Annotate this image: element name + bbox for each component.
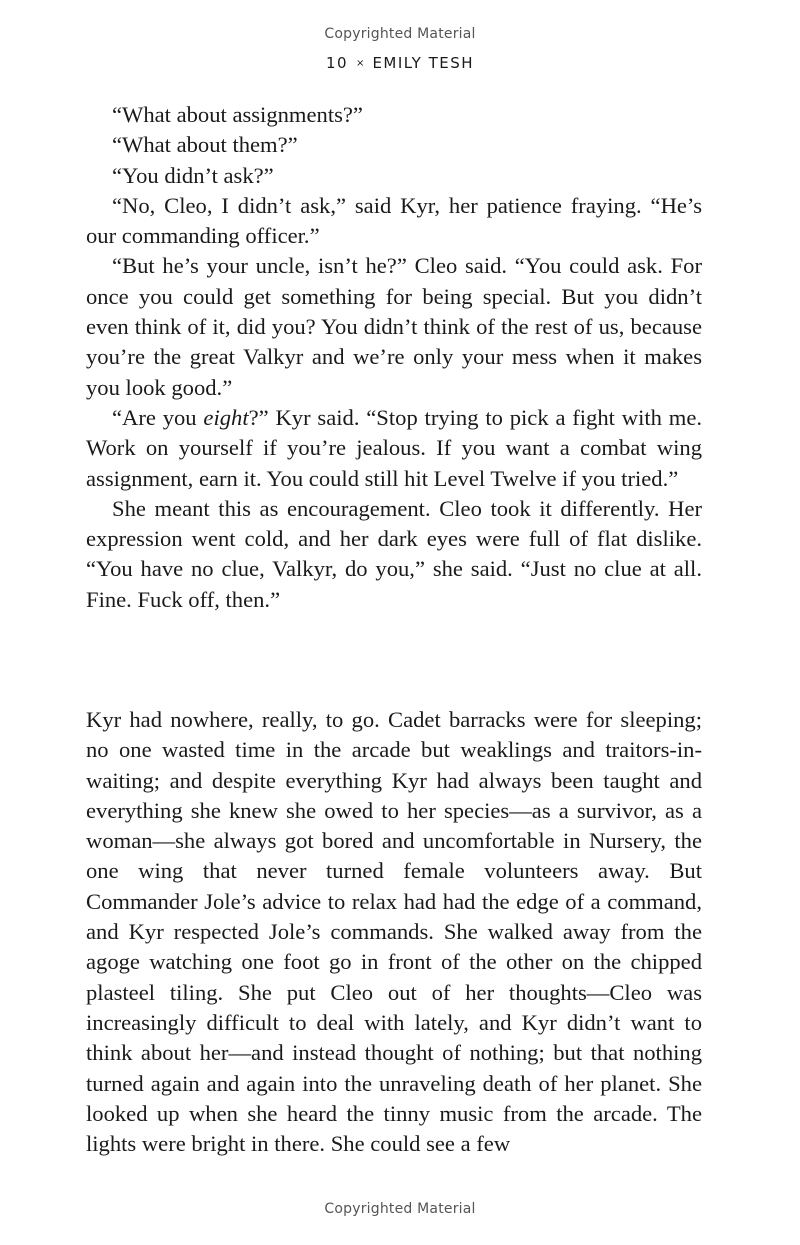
paragraph-4: “No, Cleo, I didn’t ask,” said Kyr, her patience fraying. “He’s our commanding officer.” (86, 192, 702, 249)
page-number: 10 (325, 54, 349, 72)
paragraph-5: “But he’s your uncle, isn’t he?” Cleo said. “You could ask. For once you could get something for being special. But you didn’t even think of it, did you? You didn’t think of the rest of us, because you’re the great Valkyr and we’re only your mess when it makes you look good.” (86, 253, 702, 400)
paragraph-7: She meant this as encouragement. Cleo took it differently. Her expression went cold, and her dark eyes were full of flat dislike. “You have no clue, Valkyr, do you,” she said. “Just no clue at all. Fine. Fuck off, then.” (86, 495, 702, 612)
emphasis-eight: eight (203, 404, 249, 430)
section-break-paragraph: Kyr had nowhere, really, to go. Cadet barracks were for sleeping; no one wasted time in the arcade but weaklings and traitors-in-waiting; and despite everything Kyr had always been taught and everything she knew she owed to her species—as a survivor, as a woman—she always got bored and uncomfortable in Nursery, the one wing that never turned female volunteers away. But Commander Jole’s advice to relax had had the edge of a command, and Kyr respected Jole’s commands. She walked away from the agoge watching one foot go in front of the other on the chipped plasteel tiling. She put Cleo out of her thoughts—Cleo was increasingly difficult to deal with lately, and Kyr didn’t want to think about her—and instead thought of nothing; but that nothing turned again and again into the unraveling death of her planet. She looked up when she heard the tinny music from the arcade. The lights were bright in there. She could see a few (86, 707, 702, 1157)
copyright-watermark-top: Copyrighted Material (324, 26, 476, 42)
dialogue-section (86, 100, 702, 615)
paragraph-2: “What about them?” (112, 132, 298, 158)
paragraph-6-end: ?” Kyr said. “Stop trying to pick a fight with me. Work on yourself if you’re jealous. If you want a combat wing assignment, earn it. You could still hit Level Twelve if you tried.” (86, 404, 702, 491)
paragraph-6-start: “Are you (112, 404, 204, 430)
header-separator: × (356, 58, 365, 69)
paragraph-1: “What about assignments?” (112, 102, 363, 127)
narrative-section (86, 705, 702, 1159)
paragraph-6 (86, 403, 702, 494)
author-name: EMILY TESH (372, 54, 475, 72)
paragraph-3: “You didn’t ask?” (112, 162, 274, 188)
copyright-watermark-bottom: Copyrighted Material (324, 1201, 476, 1217)
running-header (0, 54, 800, 72)
